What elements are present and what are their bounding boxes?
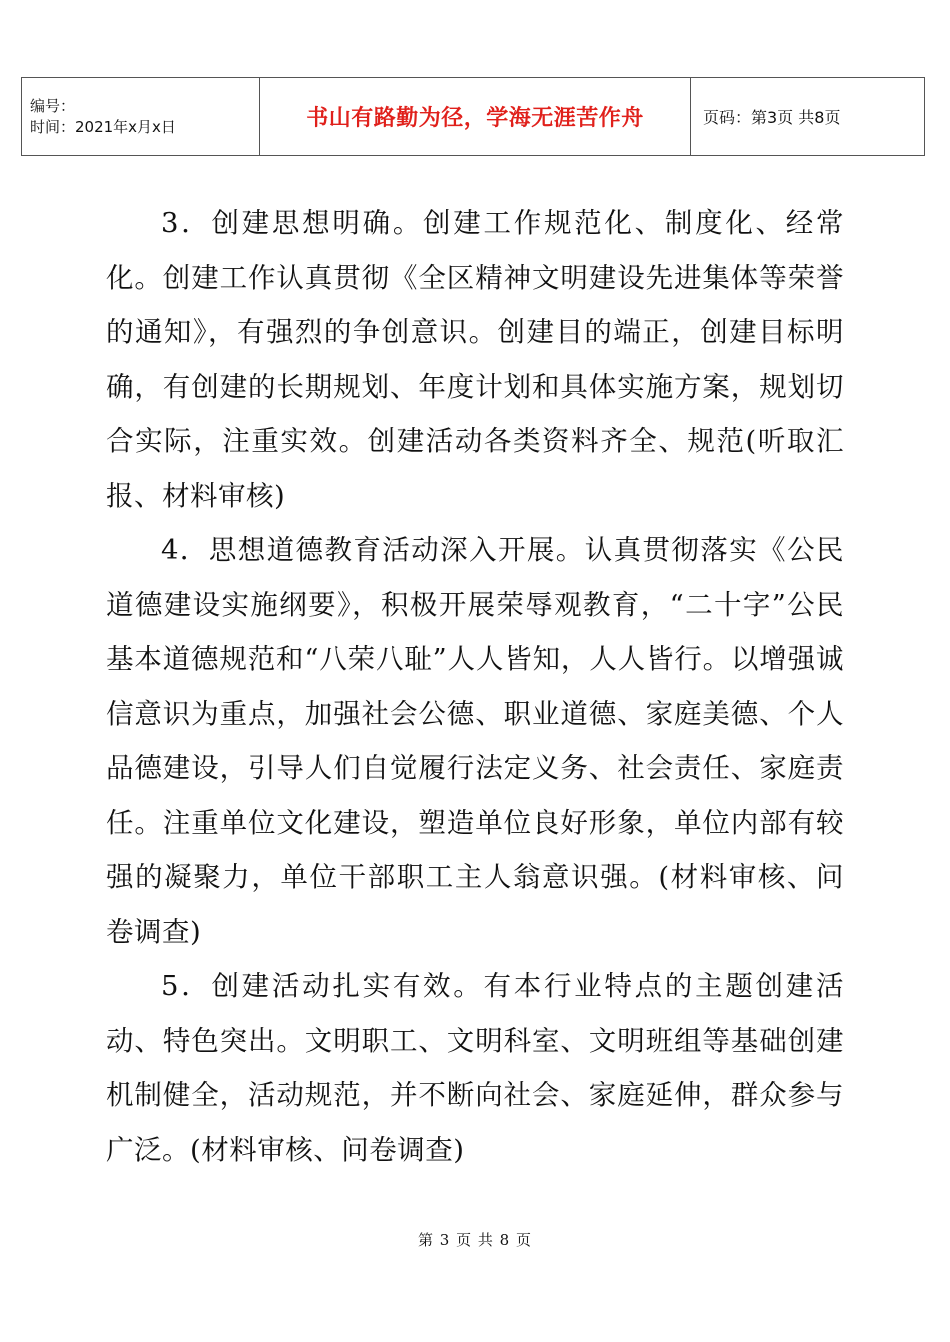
page-footer: 第 3 页 共 8 页	[418, 1231, 532, 1249]
document-header	[21, 77, 925, 156]
body-paragraph: 5．创建活动扎实有效。有本行业特点的主题创建活动、特色突出。文明职工、文明科室、文明班组等基础创建机制健全，活动规范，并不断向社会、家庭延伸，群众参与广泛。(材料审核、问卷调查)	[106, 970, 844, 1166]
header-meta-cell	[22, 78, 260, 156]
document-date-label: 时间：2021年x月x日	[30, 117, 176, 136]
body-paragraph: 3．创建思想明确。创建工作规范化、制度化、经常化。创建工作认真贯彻《全区精神文明建设先进集体等荣誉的通知》，有强烈的争创意识。创建目的端正，创建目标明确，有创建的长期规划、年度计划和具体实施方案，规划切合实际，注重实效。创建活动各类资料齐全、规范(听取汇报、材料审核)	[106, 207, 844, 512]
header-motto: 书山有路勤为径，学海无涯苦作舟	[260, 78, 691, 156]
header-page-info: 页码：第3页 共8页	[691, 78, 925, 156]
body-paragraph: 4．思想道德教育活动深入开展。认真贯彻落实《公民道德建设实施纲要》，积极开展荣辱观教育，“二十字”公民基本道德规范和“八荣八耻”人人皆知，人人皆行。以增强诚信意识为重点，加强社会公德、职业道德、家庭美德、个人品德建设，引导人们自觉履行法定义务、社会责任、家庭责任。注重单位文化建设，塑造单位良好形象，单位内部有较强的凝聚力，单位干部职工主人翁意识强。(材料审核、问卷调查)	[106, 534, 844, 948]
document-number-label: 编号：	[30, 96, 76, 115]
document-body	[106, 196, 844, 1177]
